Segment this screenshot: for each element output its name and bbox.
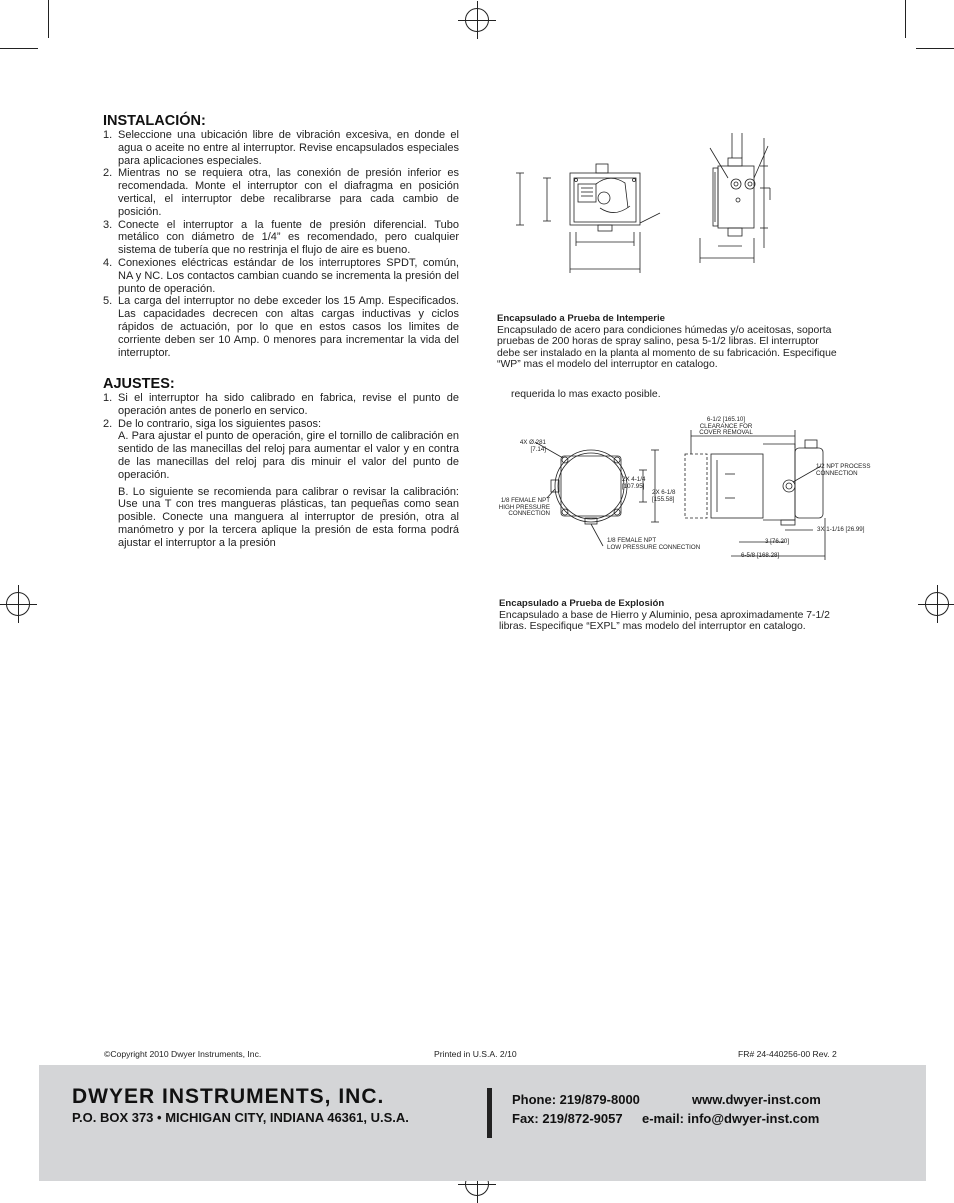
installation-section xyxy=(103,113,459,359)
dim-3x: 3X 1-1/16 [26.99] xyxy=(817,526,865,533)
list-item: 1. Si el interruptor ha sido calibrado en fabrica, revise el punto de operación antes de ponerlo en servico. xyxy=(103,392,459,417)
explosion-caption xyxy=(499,598,854,633)
dim-6-1-8: 2X 6-1/8 [155.58] xyxy=(652,489,676,503)
fax: Fax: 219/872-9057 xyxy=(512,1111,623,1126)
list-item: 2. De lo contrario, siga los siguientes pasos: xyxy=(103,417,321,430)
adjustments-title: AJUSTES: xyxy=(103,376,175,392)
registration-mark-left xyxy=(6,592,30,616)
adjustments-list xyxy=(103,392,459,430)
form-number: FR# 24-440256-00 Rev. 2 xyxy=(738,1049,837,1059)
footer-divider xyxy=(487,1088,492,1138)
dim-4-1-4: 2X 4-1/4 [107.95] xyxy=(622,476,646,490)
high-pressure-label: 1/8 FEMALE NPT HIGH PRESSURE CONNECTION xyxy=(498,497,550,518)
dim-3: 3 [76.20] xyxy=(765,538,790,545)
explosion-title: Encapsulado a Prueba de Explosión xyxy=(499,598,665,609)
printed-in: Printed in U.S.A. 2/10 xyxy=(434,1049,517,1059)
company-name: DWYER INSTRUMENTS, INC. xyxy=(72,1085,385,1108)
phone: Phone: 219/879-8000 xyxy=(512,1092,640,1107)
website-link[interactable]: www.dwyer-inst.com xyxy=(692,1092,821,1107)
adjustment-step-a: A. Para ajustar el punto de operación, gire el tornillo de calibración en sentido de las manecillas del reloj para aumentar el valor y en contra de las manecillas del reloj para dis minuir el valor del punto de operación. xyxy=(118,430,459,481)
weatherproof-caption xyxy=(497,313,842,371)
installation-list xyxy=(103,129,459,359)
company-address: P.O. BOX 373 • MICHIGAN CITY, INDIANA 46361, U.S.A. xyxy=(72,1110,409,1125)
list-item: 4. Conexiones eléctricas estándar de los interruptores SPDT, común, NA y NC. Los contactos cambian cuando se incrementa la presión del punto de operación. xyxy=(103,256,459,295)
list-item: 1. Seleccione una ubicación libre de vibración excesiva, en donde el agua o aceite no entre al interruptor. Revise encapsulados especiales para aplicaciones especiales. xyxy=(103,129,459,167)
explosion-proof-drawing xyxy=(495,414,880,564)
process-connection-label: 1/2 NPT PROCESS CONNECTION xyxy=(816,463,871,477)
continuation-text: requerida lo mas exacto posible. xyxy=(511,389,661,400)
list-item: 3. Conecte el interruptor a la fuente de presión diferencial. Tubo metálico con diámetro de 1/4” es recomendado, pero cualquier sistema de tubería que no restrinja el flujo de aire es bueno. xyxy=(103,218,459,257)
weatherproof-text: Encapsulado de acero para condiciones húmedas y/o aceitosas, soporta pruebas de 200 horas de spray salino, pesa 5-1/2 libras. El interruptor debe ser instalado en la planta al momento de su fabricación. Especifique “WP” mas el modelo del interruptor en catalogo. xyxy=(497,324,837,371)
low-pressure-label: 1/8 FEMALE NPT LOW PRESSURE CONNECTION xyxy=(607,537,701,551)
dim-6-5-8: 6-5/8 [168.28] xyxy=(741,552,780,559)
weatherproof-enclosure-drawing xyxy=(510,128,800,278)
weatherproof-title: Encapsulado a Prueba de Intemperie xyxy=(497,313,665,324)
registration-mark-top xyxy=(465,8,489,32)
email-link[interactable]: e-mail: info@dwyer-inst.com xyxy=(642,1111,820,1126)
list-item: 5. La carga del interruptor no debe exceder los 15 Amp. Especificados. Las capacidades decrecen con altas cargas inductivas y ciclos rápidos de actuación, por lo que en estos casos los limites de corriente deben ser 10 Amp. 0 menores para incrementar la vida del interruptor. xyxy=(103,295,459,359)
holes-label: 4X Ø.281 [7.14] xyxy=(519,439,546,453)
list-item: 2. Mientras no se requiera otra, las conexión de presión inferior es recomendada. Monte el interruptor con el diafragma en posición vertical, el interruptor debe recalibrarse para cada cambio de posición. xyxy=(103,167,459,218)
explosion-text: Encapsulado a base de Hierro y Aluminio, pesa aproximadamente 7-1/2 libras. Especifique “EXPL” mas modelo del interruptor en catalogo. xyxy=(499,609,830,633)
registration-mark-right xyxy=(925,592,949,616)
installation-title: INSTALACIÓN: xyxy=(103,113,206,129)
adjustment-step-b: B. Lo siguiente se recomienda para calibrar o revisar la calibración: Use una T con tres mangueras plásticas, tan pequeñas como sean posible. Conecte una manguera al interruptor de presión, otra al manómetro y por la tercera aplique la presión de esta forma podrá ajustar el interruptor a la presión xyxy=(118,485,459,549)
copyright: ©Copyright 2010 Dwyer Instruments, Inc. xyxy=(104,1049,262,1059)
clearance-label: 6-1/2 [165.10] CLEARANCE FOR COVER REMOVAL xyxy=(699,416,753,437)
adjustments-section xyxy=(103,376,459,550)
